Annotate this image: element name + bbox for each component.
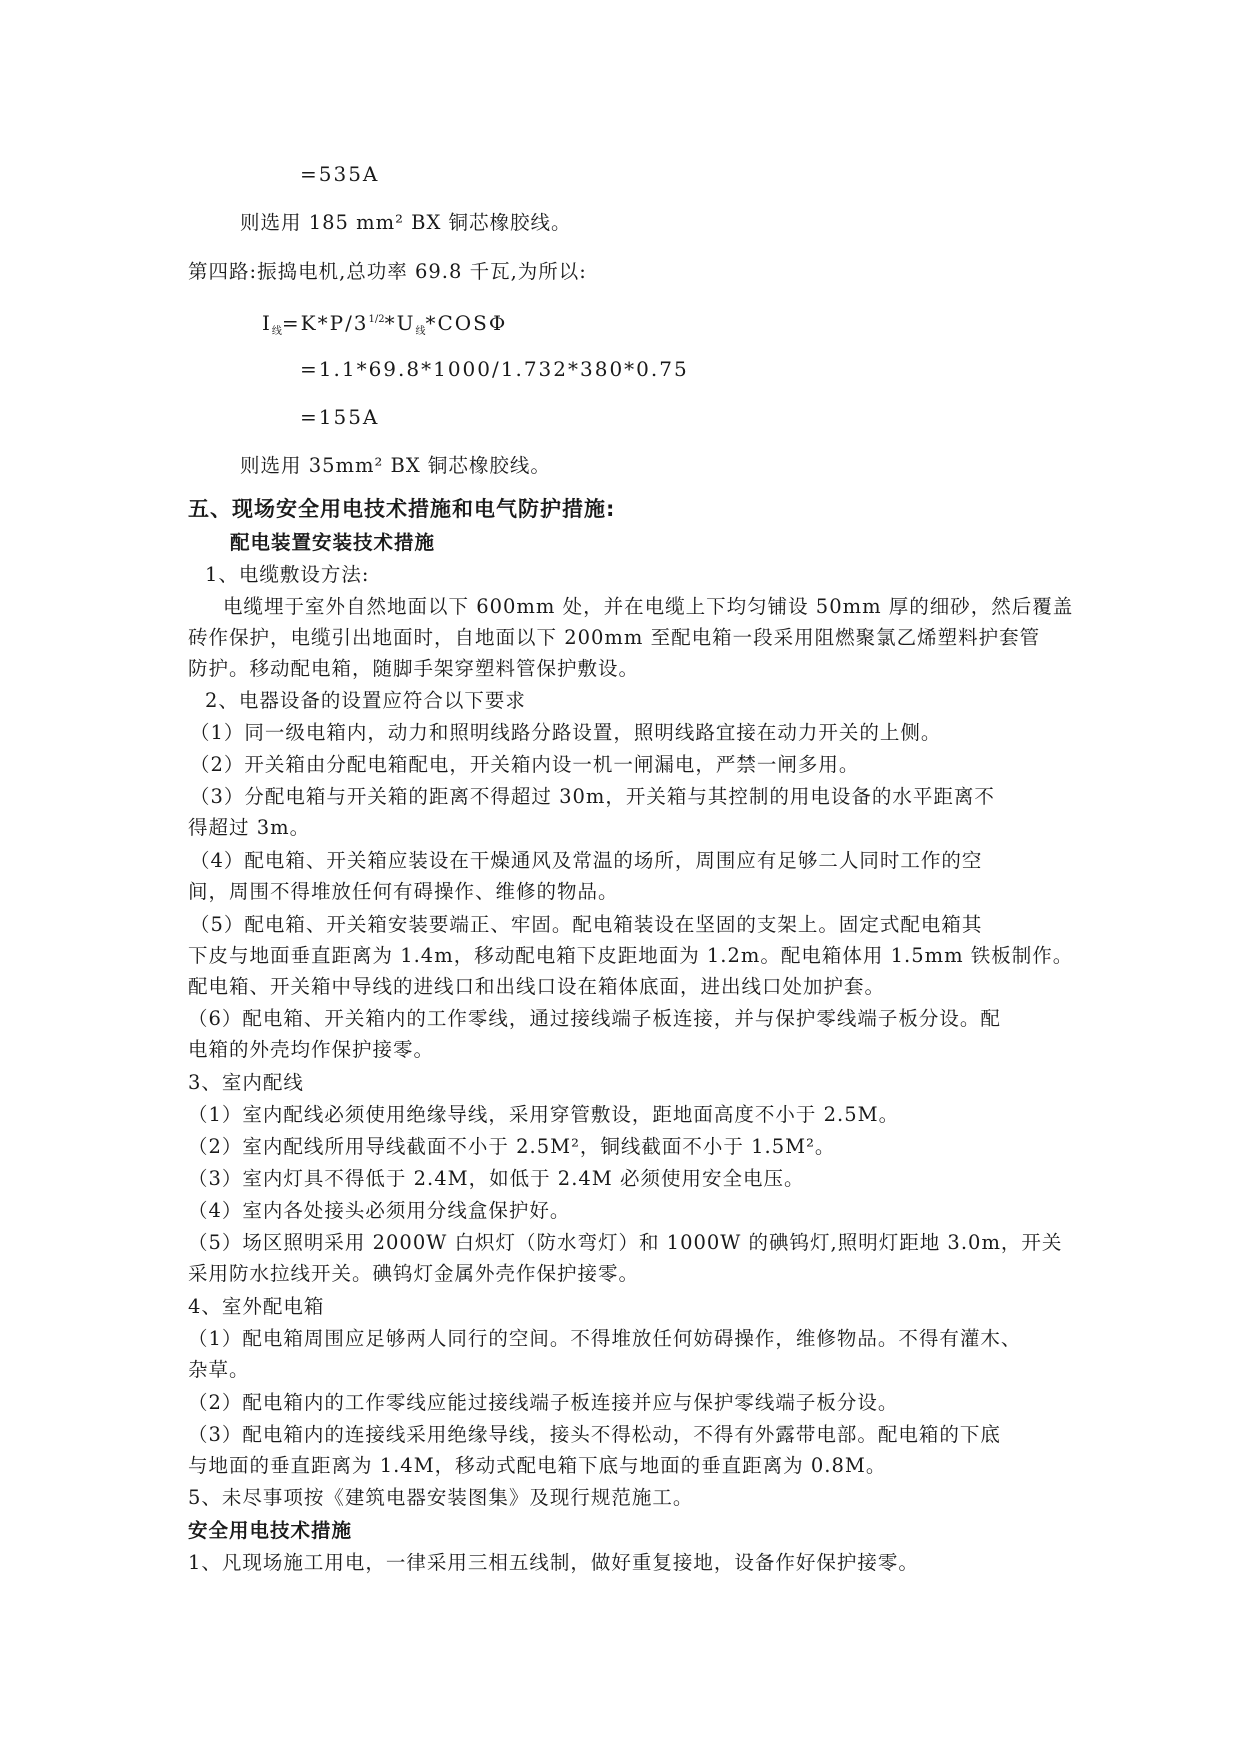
- road-4-intro: 第四路:振捣电机,总功率 69.8 千瓦,为所以:: [188, 260, 587, 283]
- section-line: 防护。移动配电箱，随脚手架穿塑料管保护敷设。: [188, 657, 640, 680]
- section-line: （2）室内配线所用导线截面不小于 2.5M²，铜线截面不小于 1.5M²。: [188, 1135, 836, 1158]
- safety-line: 1、凡现场施工用电，一律采用三相五线制，做好重复接地，设备作好保护接零。: [188, 1551, 919, 1574]
- formula-subscript: 线: [415, 326, 426, 337]
- formula-part: *COSΦ: [425, 311, 508, 335]
- section-line: （5）场区照明采用 2000W 白炽灯（防水弯灯）和 1000W 的碘钨灯,照明灯距地 3.0m，开关: [188, 1231, 1063, 1254]
- section-line: 电缆埋于室外自然地面以下 600mm 处，并在电缆上下均匀铺设 50mm 厚的细砂，然后覆盖: [223, 595, 1074, 618]
- section-line: （3）室内灯具不得低于 2.4M，如低于 2.4M 必须使用安全电压。: [188, 1167, 805, 1190]
- section-line: 5、未尽事项按《建筑电器安装图集》及现行规范施工。: [188, 1486, 694, 1509]
- formula-part: =K*P/3: [281, 311, 369, 335]
- section-line: 下皮与地面垂直距离为 1.4m，移动配电箱下皮距地面为 1.2m。配电箱体用 1.5mm 铁板制作。: [188, 944, 1074, 967]
- formula-superscript: 1/2: [368, 314, 385, 325]
- safety-heading: 安全用电技术措施: [188, 1519, 353, 1542]
- formula-subscript: 线: [271, 326, 282, 337]
- section-line: （6）配电箱、开关箱内的工作零线，通过接线端子板连接，并与保护零线端子板分设。配: [188, 1007, 1001, 1030]
- formula-part: I: [262, 311, 272, 335]
- section-line: 4、室外配电箱: [188, 1295, 325, 1318]
- section-5-subheading: 配电装置安装技术措施: [230, 531, 436, 554]
- calc-step: =1.1*69.8*1000/1.732*380*0.75: [300, 357, 689, 381]
- section-line: 杂草。: [188, 1358, 250, 1381]
- section-line: 1、电缆敷设方法:: [205, 563, 370, 586]
- section-line: （1）同一级电箱内，动力和照明线路分路设置，照明线路宜接在动力开关的上侧。: [190, 721, 942, 744]
- section-line: （3）分配电箱与开关箱的距离不得超过 30m，开关箱与其控制的用电设备的水平距离不: [190, 785, 995, 808]
- section-line: （5）配电箱、开关箱安装要端正、牢固。配电箱装设在坚固的支架上。固定式配电箱其: [190, 913, 983, 936]
- section-line: （4）配电箱、开关箱应装设在干燥通风及常温的场所，周围应有足够二人同时工作的空: [190, 849, 983, 872]
- section-line: （2）开关箱由分配电箱配电，开关箱内设一机一闸漏电，严禁一闸多用。: [190, 753, 860, 776]
- section-line: （1）配电箱周围应足够两人同行的空间。不得堆放任何妨碍操作，维修物品。不得有灌木、: [188, 1327, 1022, 1350]
- section-5-heading: 五、现场安全用电技术措施和电气防护措施:: [188, 497, 616, 521]
- section-line: （4）室内各处接头必须用分线盒保护好。: [188, 1199, 571, 1222]
- section-line: 得超过 3m。: [188, 816, 311, 839]
- calc-result-155a: =155A: [300, 405, 380, 429]
- section-line: 与地面的垂直距离为 1.4M，移动式配电箱下底与地面的垂直距离为 0.8M。: [188, 1454, 887, 1477]
- section-line: 间，周围不得堆放任何有碍操作、维修的物品。: [188, 880, 619, 903]
- section-line: 采用防水拉线开关。碘钨灯金属外壳作保护接零。: [188, 1262, 640, 1285]
- section-line: （1）室内配线必须使用绝缘导线，采用穿管敷设，距地面高度不小于 2.5M。: [188, 1103, 900, 1126]
- section-line: 配电箱、开关箱中导线的进线口和出线口设在箱体底面，进出线口处加护套。: [188, 975, 886, 998]
- current-formula: [262, 305, 507, 347]
- calc-result-535a: =535A: [300, 162, 380, 186]
- section-line: 砖作保护，电缆引出地面时，自地面以下 200mm 至配电箱一段采用阻燃聚氯乙烯塑料护套管: [188, 626, 1041, 649]
- section-line: （3）配电箱内的连接线采用绝缘导线，接头不得松动，不得有外露带电部。配电箱的下底: [188, 1423, 1001, 1446]
- cable-choice-35: 则选用 35mm² BX 铜芯橡胶线。: [240, 454, 551, 477]
- cable-choice-185: 则选用 185 mm² BX 铜芯橡胶线。: [240, 211, 572, 234]
- section-line: 3、室内配线: [188, 1071, 304, 1094]
- section-line: （2）配电箱内的工作零线应能过接线端子板连接并应与保护零线端子板分设。: [188, 1391, 899, 1414]
- section-line: 2、电器设备的设置应符合以下要求: [205, 689, 526, 712]
- section-line: 电箱的外壳均作保护接零。: [188, 1038, 435, 1061]
- formula-part: *U: [384, 311, 416, 335]
